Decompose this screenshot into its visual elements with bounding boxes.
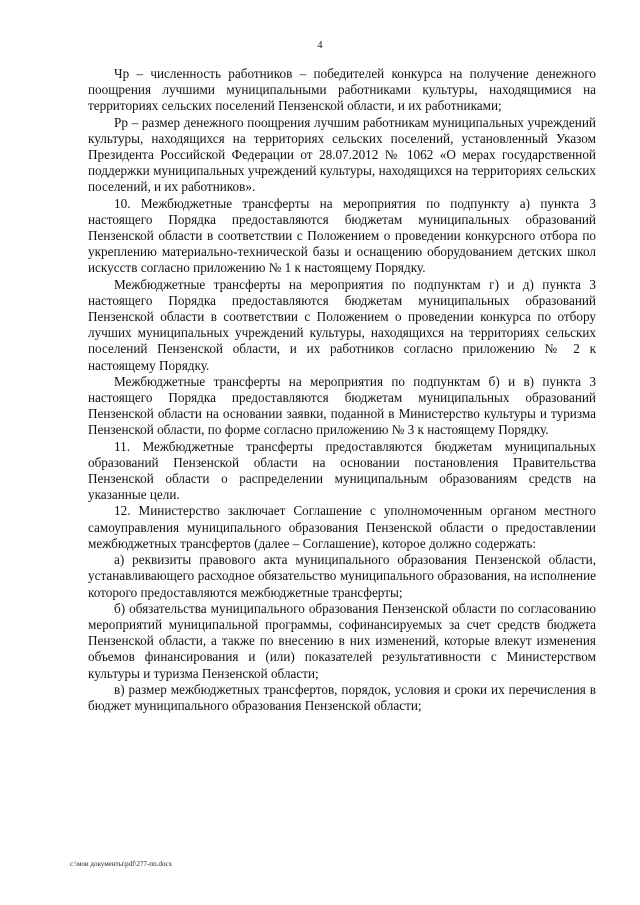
- paragraph: Рр – размер денежного поощрения лучшим работникам муниципальных учреждений культуры, находящихся на территориях сельских поселений, установленный Указом Президента Российской Федерации от 28.07.2012 № 1062 «О мерах государственной поддержки муниципальных учреждений культуры, находящихся на территориях сельских поселений, и их работников».: [88, 114, 596, 195]
- footer-file-path: c:\мои документы\pdf\277-пп.docx: [70, 860, 173, 868]
- paragraph: 10. Межбюджетные трансферты на мероприятия по подпункту а) пункта 3 настоящего Порядка предоставляются бюджетам муниципальных образований Пензенской области в соответствии с Положением о проведении конкурсного отбора по укреплению материально-технической базы и оснащению оборудованием детских школ искусств согласно приложению № 1 к настоящему Порядку.: [88, 195, 596, 276]
- paragraph: 11. Межбюджетные трансферты предоставляются бюджетам муниципальных образований Пензенской области на основании постановления Правительства Пензенской области о распределении муниципальным образованиям средств на указанные цели.: [88, 438, 596, 503]
- paragraph: а) реквизиты правового акта муниципального образования Пензенской области, устанавливающего расходное обязательство муниципального образования, на исполнение которого предоставляются межбюджетные трансферты;: [88, 552, 596, 600]
- paragraph: б) обязательства муниципального образования Пензенской области по согласованию мероприятий муниципальной программы, софинансируемых за счет средств бюджета Пензенской области, а также по внесению в них изменений, которые влекут изменения объемов финансирования и (или) показателей результативности с Министерством культуры и туризма Пензенской области;: [88, 600, 596, 681]
- paragraph: Межбюджетные трансферты на мероприятия по подпунктам б) и в) пункта 3 настоящего Порядка предоставляются бюджетам муниципальных образований Пензенской области на основании заявки, поданной в Министерство культуры и туризма Пензенской области, по форме согласно приложению № 3 к настоящему Порядку.: [88, 373, 596, 438]
- paragraph: Межбюджетные трансферты на мероприятия по подпунктам г) и д) пункта 3 настоящего Порядка предоставляются бюджетам муниципальных образований Пензенской области в соответствии с Положением о проведении конкурса по отбору лучших муниципальных учреждений культуры, находящихся на территориях сельских поселений Пензенской области, и их работников согласно приложению № 2 к настоящему Порядку.: [88, 276, 596, 373]
- paragraph: Чр – численность работников – победителей конкурса на получение денежного поощрения лучшими муниципальными работниками культуры, находящимися на территориях сельских поселений Пензенской области, и их работниками;: [88, 66, 596, 114]
- page-number: 4: [317, 40, 323, 51]
- paragraph: 12. Министерство заключает Соглашение с уполномоченным органом местного самоуправления муниципального образования Пензенской области о предоставлении межбюджетных трансфертов (далее – Соглашение), которое должно содержать:: [88, 503, 596, 551]
- paragraph: в) размер межбюджетных трансфертов, порядок, условия и сроки их перечисления в бюджет муниципального образования Пензенской области;: [88, 681, 596, 713]
- document-body: [88, 66, 596, 714]
